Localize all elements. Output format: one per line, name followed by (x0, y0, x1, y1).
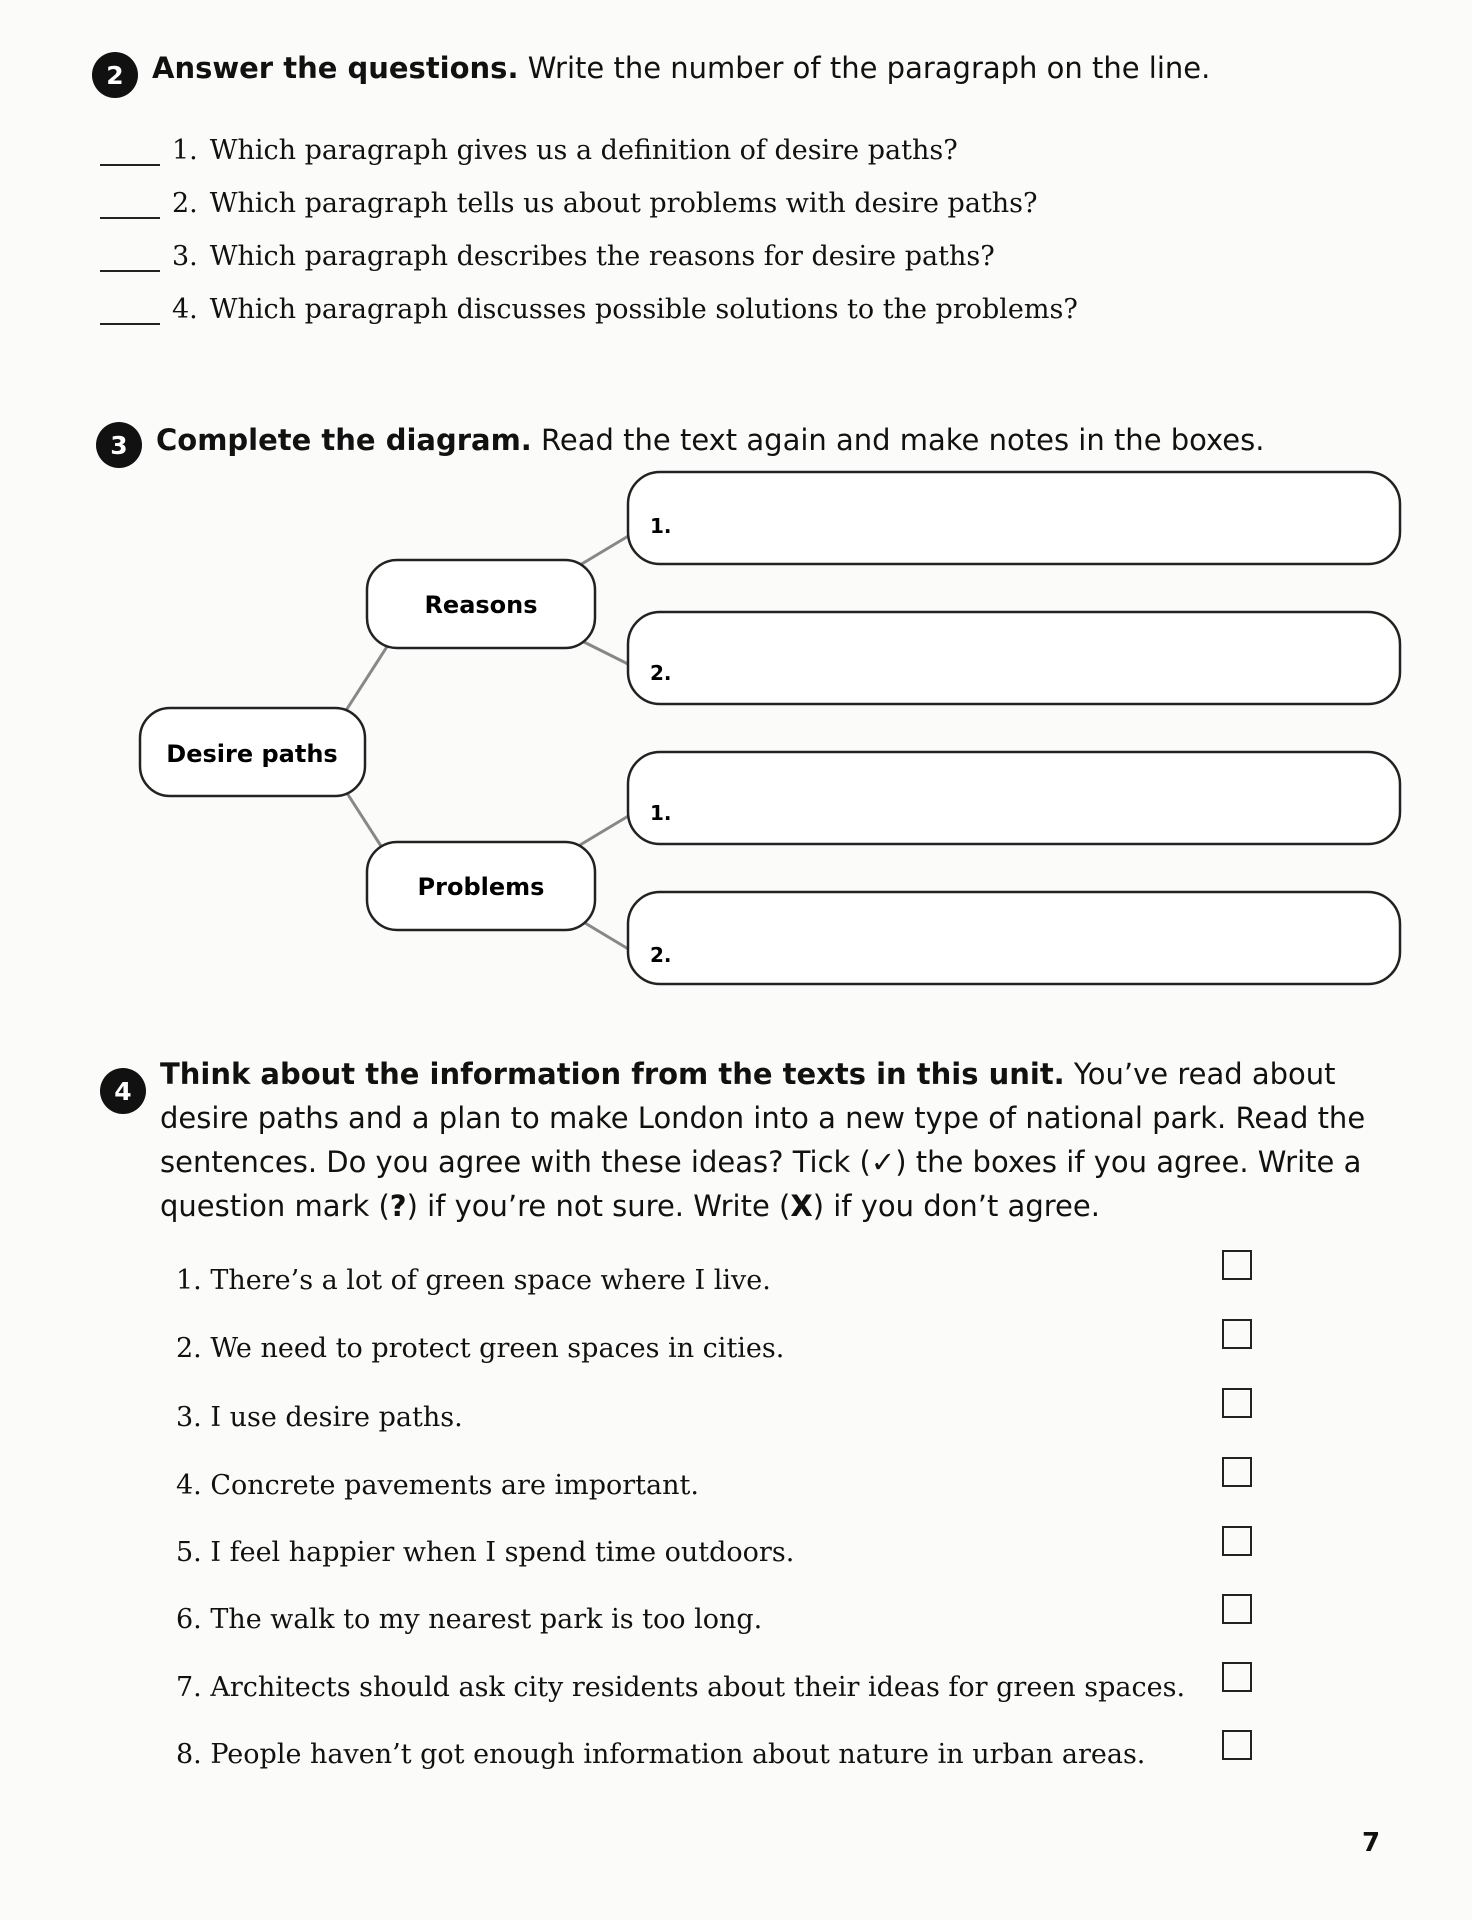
reasons-note-box-1[interactable] (628, 472, 1400, 564)
connector-line (580, 920, 630, 950)
question-row (100, 293, 1078, 325)
box-number: 2. (650, 661, 672, 685)
section-3-instruction: Read the text again and make notes in the boxes. (541, 423, 1265, 457)
section-3-title: Complete the diagram. (156, 423, 532, 457)
question-row (100, 187, 1038, 219)
checkbox-7[interactable] (1222, 1662, 1252, 1692)
statement-1: 1. There’s a lot of green space where I live. (176, 1265, 771, 1296)
answer-line-2[interactable] (100, 187, 160, 219)
answer-line-3[interactable] (100, 240, 160, 272)
reasons-node (367, 560, 595, 648)
question-number: 1. (172, 135, 198, 166)
statement-2: 2. We need to protect green spaces in cities. (176, 1333, 785, 1364)
checkbox-4[interactable] (1222, 1457, 1252, 1487)
checkbox-5[interactable] (1222, 1526, 1252, 1556)
section-3-heading (156, 418, 1264, 462)
box-number: 2. (650, 943, 672, 967)
page-number: 7 (1362, 1828, 1381, 1858)
statement-5: 5. I feel happier when I spend time outdoors. (176, 1537, 795, 1568)
section-4-instruction-part: ) if you don’t agree. (812, 1189, 1100, 1223)
section-4-number: 4 (100, 1068, 146, 1114)
section-3-number: 3 (96, 422, 142, 468)
cross-symbol: X (790, 1189, 813, 1223)
question-number: 2. (172, 188, 198, 219)
checkbox-6[interactable] (1222, 1594, 1252, 1624)
section-2-heading (152, 46, 1210, 90)
section-2-number: 2 (92, 52, 138, 98)
question-number: 3. (172, 241, 198, 272)
box-number: 1. (650, 801, 672, 825)
section-4-instruction-part: ) the boxes if you agree. Write a question mark ( (160, 1145, 1362, 1223)
question-mark-symbol: ? (389, 1189, 407, 1223)
checkbox-2[interactable] (1222, 1319, 1252, 1349)
reasons-note-box-2[interactable] (628, 612, 1400, 704)
desire-paths-node (140, 708, 365, 796)
section-2-title: Answer the questions. (152, 51, 519, 85)
statement-8: 8. People haven’t got enough information about nature in urban areas. (176, 1739, 1146, 1770)
statement-7: 7. Architects should ask city residents about their ideas for green spaces. (176, 1672, 1186, 1703)
section-4-instructions (160, 1052, 1405, 1228)
question-text: Which paragraph discusses possible solutions to the problems? (209, 294, 1078, 325)
reasons-label: Reasons (424, 591, 538, 619)
checkbox-8[interactable] (1222, 1730, 1252, 1760)
tick-symbol: ✓ (870, 1145, 896, 1179)
section-4-instruction-part: ) if you’re not sure. Write ( (406, 1189, 791, 1223)
question-text: Which paragraph gives us a definition of desire paths? (209, 135, 958, 166)
statement-6: 6. The walk to my nearest park is too long. (176, 1604, 763, 1635)
connector-line (580, 640, 630, 665)
question-number: 4. (172, 294, 198, 325)
desire-paths-label: Desire paths (166, 740, 338, 768)
section-4-instruction-part: You’ve read about desire paths and a plan to make London into a new type of national park. Read the sentences. Do you agree with these ideas? Tick ( (160, 1057, 1366, 1179)
problems-label: Problems (417, 873, 545, 901)
connector-line (580, 815, 630, 845)
checkbox-1[interactable] (1222, 1250, 1252, 1280)
problems-node (367, 842, 595, 930)
problems-note-box-2[interactable] (628, 892, 1400, 984)
question-text: Which paragraph describes the reasons for desire paths? (209, 241, 995, 272)
problems-note-box-1[interactable] (628, 752, 1400, 844)
mind-map-diagram (0, 460, 1472, 1020)
section-4-title: Think about the information from the texts in this unit. (160, 1057, 1065, 1091)
statement-4: 4. Concrete pavements are important. (176, 1470, 699, 1501)
connector-line (345, 642, 390, 712)
statement-3: 3. I use desire paths. (176, 1402, 463, 1433)
question-row (100, 240, 995, 272)
answer-line-1[interactable] (100, 134, 160, 166)
section-2-instruction: Write the number of the paragraph on the line. (527, 51, 1211, 85)
question-text: Which paragraph tells us about problems with desire paths? (209, 188, 1038, 219)
answer-line-4[interactable] (100, 293, 160, 325)
box-number: 1. (650, 514, 672, 538)
connector-line (580, 535, 630, 565)
question-row (100, 134, 958, 166)
checkbox-3[interactable] (1222, 1388, 1252, 1418)
